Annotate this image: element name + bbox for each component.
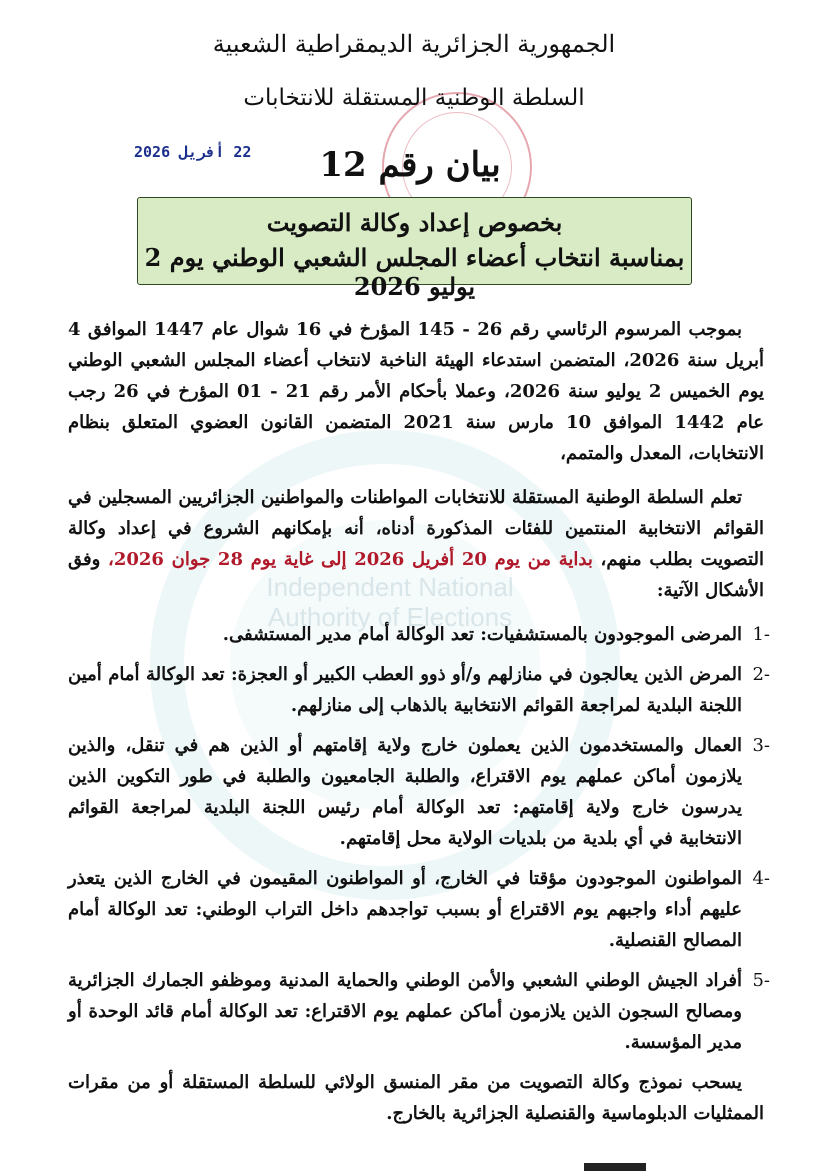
closing-paragraph: يسحب نموذج وكالة التصويت من مقر المنسق الولائي للسلطة المستقلة أو من مقرات الممثليات الدبلوماسية والقنصلية الجزائرية بالخارج. xyxy=(68,1072,764,1124)
republic-header: الجمهورية الجزائرية الديمقراطية الشعبية xyxy=(212,30,616,58)
list-item xyxy=(68,659,770,721)
subject-line1: بخصوص إعداد وكالة التصويت xyxy=(266,208,563,237)
list-item xyxy=(68,863,770,956)
list-item xyxy=(68,730,770,854)
list-item-text: العمال والمستخدمون الذين يعملون خارج ولاية إقامتهم أو الذين هم في تنقل، والذين يلازمون أماكن عملهم يوم الاقتراع، والطلبة الجامعيون والطلبة في طور التكوين الذين يدرسون خارج ولاية إقامتهم: تعد الوكالة أمام رئيس اللجنة البلدية لمراجعة القوائم الانتخابية في أي بلدية من بلديات الولاية محل إقامتهم. xyxy=(68,735,742,849)
subject-line2: بمناسبة انتخاب أعضاء المجلس الشعبي الوطني يوم 2 يوليو 2026 xyxy=(144,243,685,301)
list-item-number: -3 xyxy=(752,735,770,756)
date-stamp: 22 أفريل 2026 xyxy=(134,143,252,161)
list-item-number: -4 xyxy=(752,868,770,889)
subject-box xyxy=(137,197,692,301)
list-item xyxy=(68,965,770,1058)
notice-start: تعلم السلطة الوطنية المستقلة للانتخابات المواطنات والمواطنين الجزائريين المسجلين في القوائم الانتخابية المنتمين للفئات المذكورة أدناه، أنه بإمكانهم الشروع في إعداد وكالة التصويت بطلب منهم، xyxy=(68,487,764,570)
list-item-text: المرضى الموجودون بالمستشفيات: تعد الوكالة أمام مدير المستشفى. xyxy=(222,624,742,645)
list-item-number: -5 xyxy=(752,970,770,991)
authority-header: السلطة الوطنية المستقلة للانتخابات xyxy=(243,85,585,111)
notice-end: وفق الأشكال الآتية: xyxy=(68,549,764,601)
document-body xyxy=(68,314,770,1142)
watermark-text-line2: Authority of Elections xyxy=(267,602,513,632)
statement-number: بيان رقم 12 xyxy=(319,145,501,185)
intro-paragraph: بموجب المرسوم الرئاسي رقم 26 - 145 المؤرخ في 16 شوال عام 1447 الموافق 4 أبريل سنة 2026، المتضمن استدعاء الهيئة الناخبة لانتخاب أعضاء المجلس الشعبي الوطني يوم الخميس 2 يوليو سنة 2026، وعملا بأحكام الأمر رقم 21 - 01 المؤرخ في 26 رجب عام 1442 الموافق 10 مارس سنة 2021 المتضمن القانون العضوي المتعلق بنظام الانتخابات، المعدل والمتمم، xyxy=(68,319,764,464)
page-bottom-mark xyxy=(584,1163,646,1171)
list-item-number: -1 xyxy=(752,624,770,645)
watermark-text-line1: Independent National xyxy=(266,572,514,602)
list-item-text: أفراد الجيش الوطني الشعبي والأمن الوطني والحماية المدنية وموظفو الجمارك الجزائرية ومصالح السجون الذين يلازمون أماكن عملهم يوم الاقتراع: تعد الوكالة أمام قائد الوحدة أو مدير المؤسسة. xyxy=(68,970,742,1053)
list-item xyxy=(68,619,770,650)
list-item-number: -2 xyxy=(752,664,770,685)
category-list xyxy=(68,619,770,1058)
notice-paragraph xyxy=(68,482,764,606)
list-item-text: المواطنون الموجودون مؤقتا في الخارج، أو المواطنون المقيمون في الخارج الذين يتعذر عليهم أداء واجبهم يوم الاقتراع أو بسبب تواجدهم داخل التراب الوطني: تعد الوكالة أمام المصالح القنصلية. xyxy=(68,868,742,951)
notice-period: بداية من يوم 20 أفريل 2026 إلى غاية يوم 28 جوان 2026، xyxy=(108,549,593,570)
list-item-text: المرض الذين يعالجون في منازلهم و/أو ذوو العطب الكبير أو العجزة: تعد الوكالة أمام أمين اللجنة البلدية لمراجعة القوائم الانتخابية بالذهاب إلى منازلهم. xyxy=(68,664,742,716)
